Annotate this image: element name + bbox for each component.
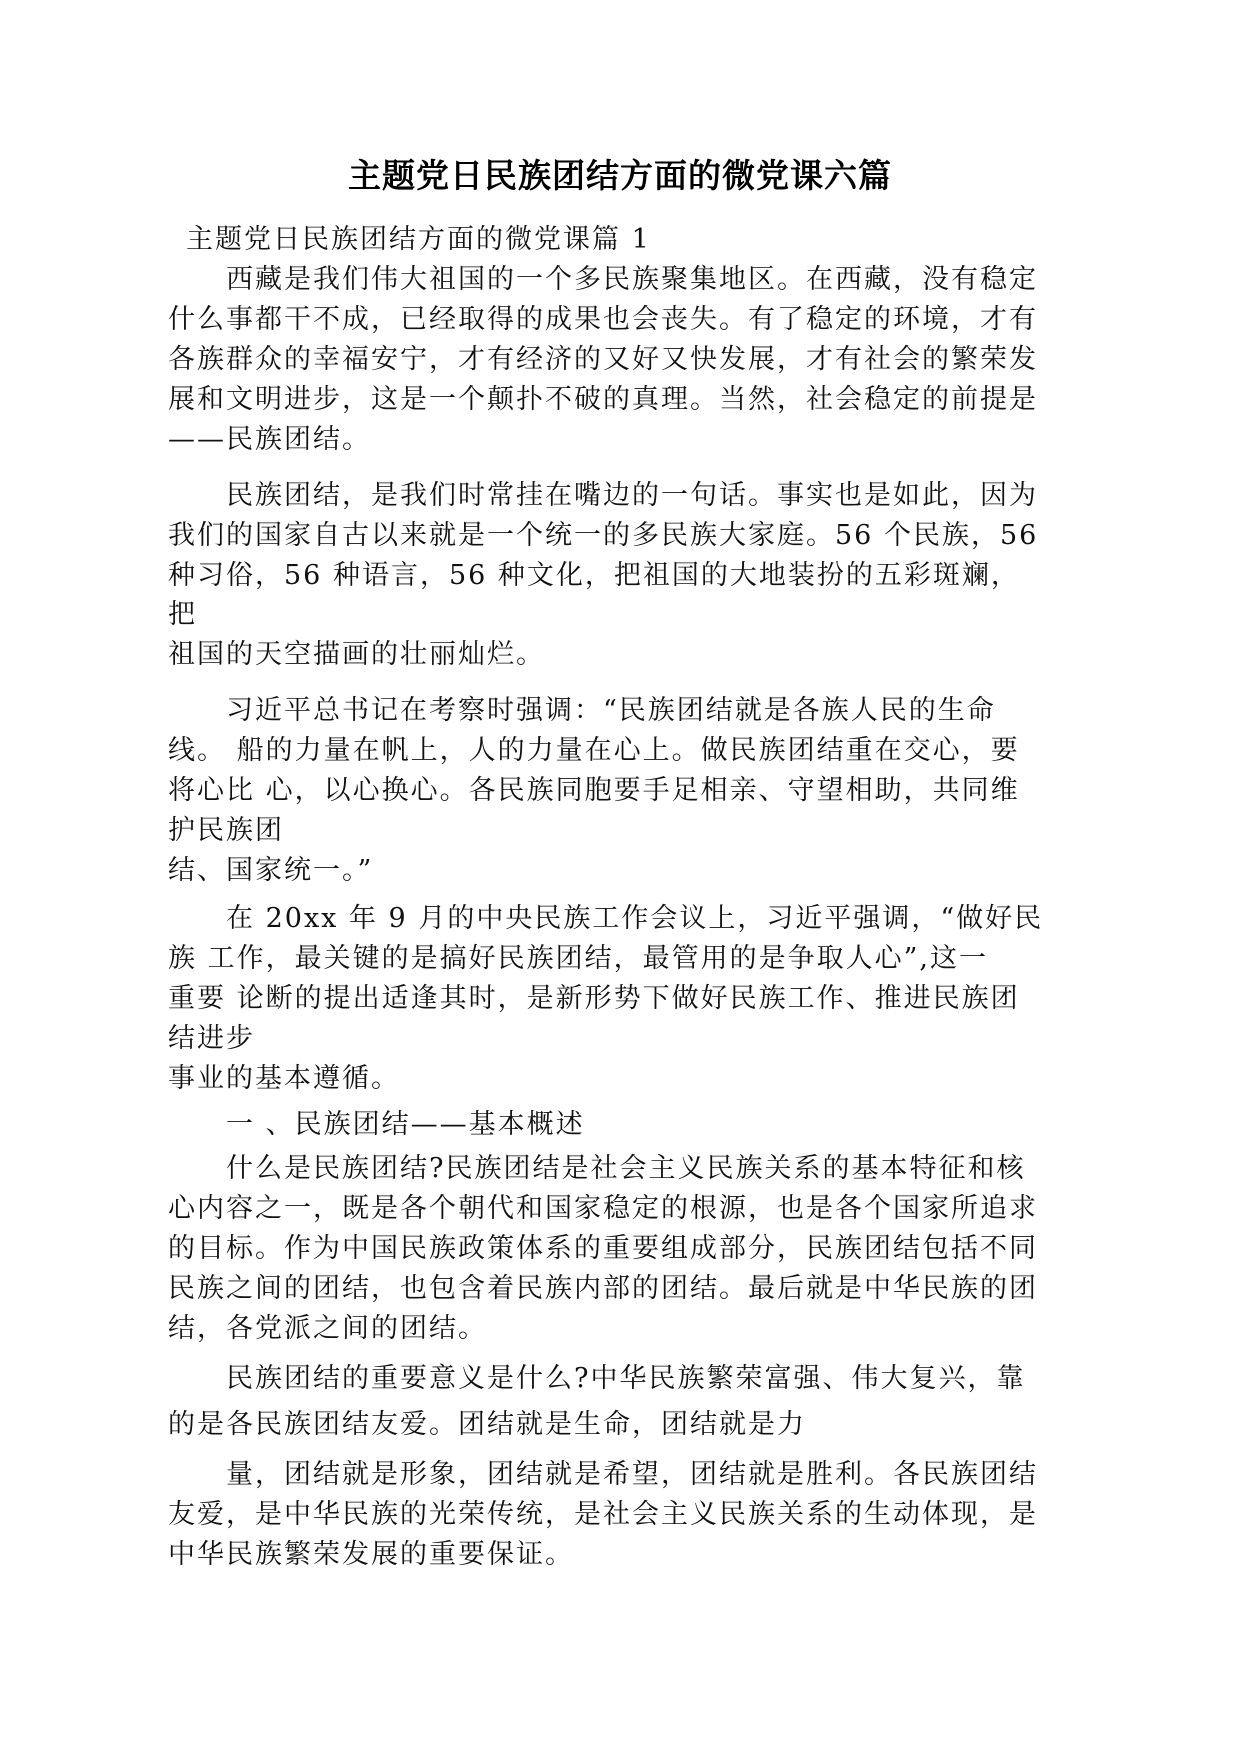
paragraph-line: 结，各党派之间的团结。 (168, 1313, 487, 1344)
paragraph-line: 线。 船的力量在帆上，人的力量在心上。做民族团结重在交心，要 (168, 735, 1020, 766)
paragraph-line: 祖国的天空描画的壮丽灿烂。 (168, 639, 545, 670)
subheading: 一 、民族团结——基本概述 (226, 1109, 585, 1140)
paragraph-line: 结、国家统一。” (168, 855, 374, 886)
section-heading: 主题党日民族团结方面的微党课篇 1 (186, 224, 651, 255)
paragraph-line: 族 工作，最关键的是搞好民族团结，最管用的是争取人心”,这一 (168, 943, 988, 974)
paragraph-line: 事业的基本遵循。 (168, 1063, 400, 1094)
paragraph-line: 的目标。作为中国民族政策体系的重要组成部分，民族团结包括不同 (168, 1233, 1038, 1264)
paragraph-line: 什么事都干不成，已经取得的成果也会丧失。有了稳定的环境，才有 (168, 304, 1038, 335)
paragraph-line: 习近平总书记在考察时强调：“民族团结就是各族人民的生命 (226, 695, 996, 726)
paragraph-line: 护民族团 (168, 815, 284, 846)
paragraph-line: 结进步 (168, 1023, 255, 1054)
paragraph-line: 在 20xx 年 9 月的中央民族工作会议上，习近平强调，“做好民 (226, 903, 1044, 934)
document-title: 主题党日民族团结方面的微党课六篇 (348, 156, 892, 195)
paragraph-line: 种习俗，56 种语言，56 种文化，把祖国的大地装扮的五彩斑斓， (168, 560, 1020, 591)
paragraph-line: 西藏是我们伟大祖国的一个多民族聚集地区。在西藏，没有稳定 (226, 264, 1038, 295)
paragraph-line: 民族团结的重要意义是什么?中华民族繁荣富强、伟大复兴，靠 (226, 1363, 1026, 1394)
paragraph-line: 民族之间的团结，也包含着民族内部的团结。最后就是中华民族的团 (168, 1273, 1038, 1304)
paragraph-line: 友爱，是中华民族的光荣传统，是社会主义民族关系的生动体现，是 (168, 1499, 1038, 1530)
paragraph-line: 心内容之一，既是各个朝代和国家稳定的根源，也是各个国家所追求 (168, 1193, 1038, 1224)
paragraph-line: 民族团结，是我们时常挂在嘴边的一句话。事实也是如此，因为 (226, 480, 1038, 511)
paragraph-line: 我们的国家自古以来就是一个统一的多民族大家庭。56 个民族，56 (168, 520, 1039, 551)
paragraph-line: 量，团结就是形象，团结就是希望，团结就是胜利。各民族团结 (226, 1459, 1038, 1490)
paragraph-line: 中华民族繁荣发展的重要保证。 (168, 1539, 574, 1570)
paragraph-line: 重要 论断的提出适逢其时，是新形势下做好民族工作、推进民族团 (168, 983, 1020, 1014)
paragraph-line: 各族群众的幸福安宁，才有经济的又好又快发展，才有社会的繁荣发 (168, 344, 1038, 375)
paragraph-line: 的是各民族团结友爱。团结就是生命，团结就是力 (168, 1409, 806, 1440)
paragraph-line: ——民族团结。 (168, 424, 371, 455)
paragraph-line: 把 (168, 599, 197, 630)
paragraph-line: 展和文明进步，这是一个颠扑不破的真理。当然，社会稳定的前提是 (168, 384, 1038, 415)
paragraph-line: 什么是民族团结?民族团结是社会主义民族关系的基本特征和核 (226, 1153, 1026, 1184)
paragraph-line: 将心比 心，以心换心。各民族同胞要手足相亲、守望相助，共同维 (168, 775, 1020, 806)
